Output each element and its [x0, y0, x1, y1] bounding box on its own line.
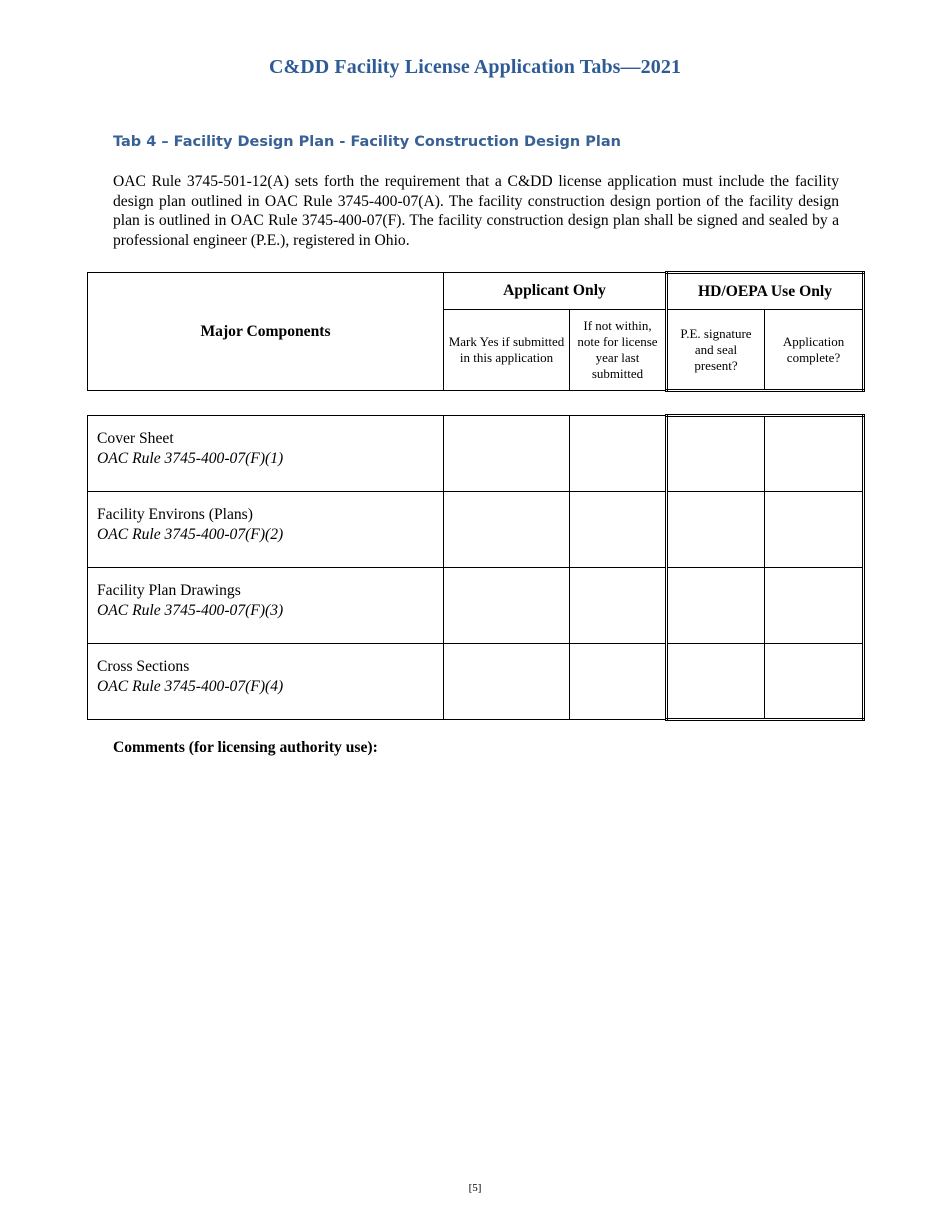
component-name: Cover Sheet: [97, 430, 174, 447]
component-cell: [88, 416, 444, 492]
component-name: Facility Environs (Plans): [97, 506, 253, 523]
component-cell: [88, 568, 444, 644]
components-table: [87, 414, 865, 721]
intro-paragraph: OAC Rule 3745-501-12(A) sets forth the requirement that a C&DD license application must include the facility design plan outlined in OAC Rule 3745-400-07(A). The facility construction design portion of the facility design plan is outlined in OAC Rule 3745-400-07(F). The facility construction design plan shall be signed and sealed by a professional engineer (P.E.), registered in Ohio.: [113, 173, 839, 249]
mark-yes-cell[interactable]: [444, 644, 570, 720]
hd-oepa-use-only-header: HD/OEPA Use Only: [667, 273, 864, 310]
not-within-cell[interactable]: [570, 568, 667, 644]
comments-label: Comments (for licensing authority use):: [113, 739, 378, 756]
application-complete-cell[interactable]: [765, 644, 864, 720]
component-cell: [88, 644, 444, 720]
mark-yes-cell[interactable]: [444, 416, 570, 492]
section-heading: Tab 4 – Facility Design Plan - Facility Construction Design Plan: [113, 134, 621, 150]
table-row: [88, 492, 864, 568]
header-table: [87, 271, 865, 392]
pe-signature-column-header: P.E. signature and seal present?: [667, 310, 765, 391]
major-components-header: Major Components: [88, 273, 444, 391]
mark-yes-cell[interactable]: [444, 492, 570, 568]
pe-signature-cell[interactable]: [667, 644, 765, 720]
not-within-cell[interactable]: [570, 644, 667, 720]
page-title: C&DD Facility License Application Tabs—2021: [268, 56, 682, 78]
component-rule: OAC Rule 3745-400-07(F)(3): [97, 601, 284, 619]
pe-signature-cell[interactable]: [667, 492, 765, 568]
component-name: Facility Plan Drawings: [97, 582, 241, 599]
application-complete-column-header: Application complete?: [765, 310, 864, 391]
applicant-only-header: Applicant Only: [444, 273, 667, 310]
component-rule: OAC Rule 3745-400-07(F)(4): [97, 677, 284, 695]
component-name: Cross Sections: [97, 658, 190, 675]
table-row: [88, 568, 864, 644]
component-rule: OAC Rule 3745-400-07(F)(2): [97, 525, 284, 543]
application-complete-cell[interactable]: [765, 568, 864, 644]
component-rule: OAC Rule 3745-400-07(F)(1): [97, 449, 284, 467]
not-within-column-header: If not within, note for license year last submitted: [570, 310, 667, 391]
application-complete-cell[interactable]: [765, 492, 864, 568]
mark-yes-cell[interactable]: [444, 568, 570, 644]
table-row: [88, 644, 864, 720]
not-within-cell[interactable]: [570, 416, 667, 492]
pe-signature-cell[interactable]: [667, 568, 765, 644]
pe-signature-cell[interactable]: [667, 416, 765, 492]
table-row: [88, 416, 864, 492]
mark-yes-column-header: Mark Yes if submitted in this application: [444, 310, 570, 391]
page-number: [5]: [468, 1182, 482, 1194]
not-within-cell[interactable]: [570, 492, 667, 568]
application-complete-cell[interactable]: [765, 416, 864, 492]
component-cell: [88, 492, 444, 568]
